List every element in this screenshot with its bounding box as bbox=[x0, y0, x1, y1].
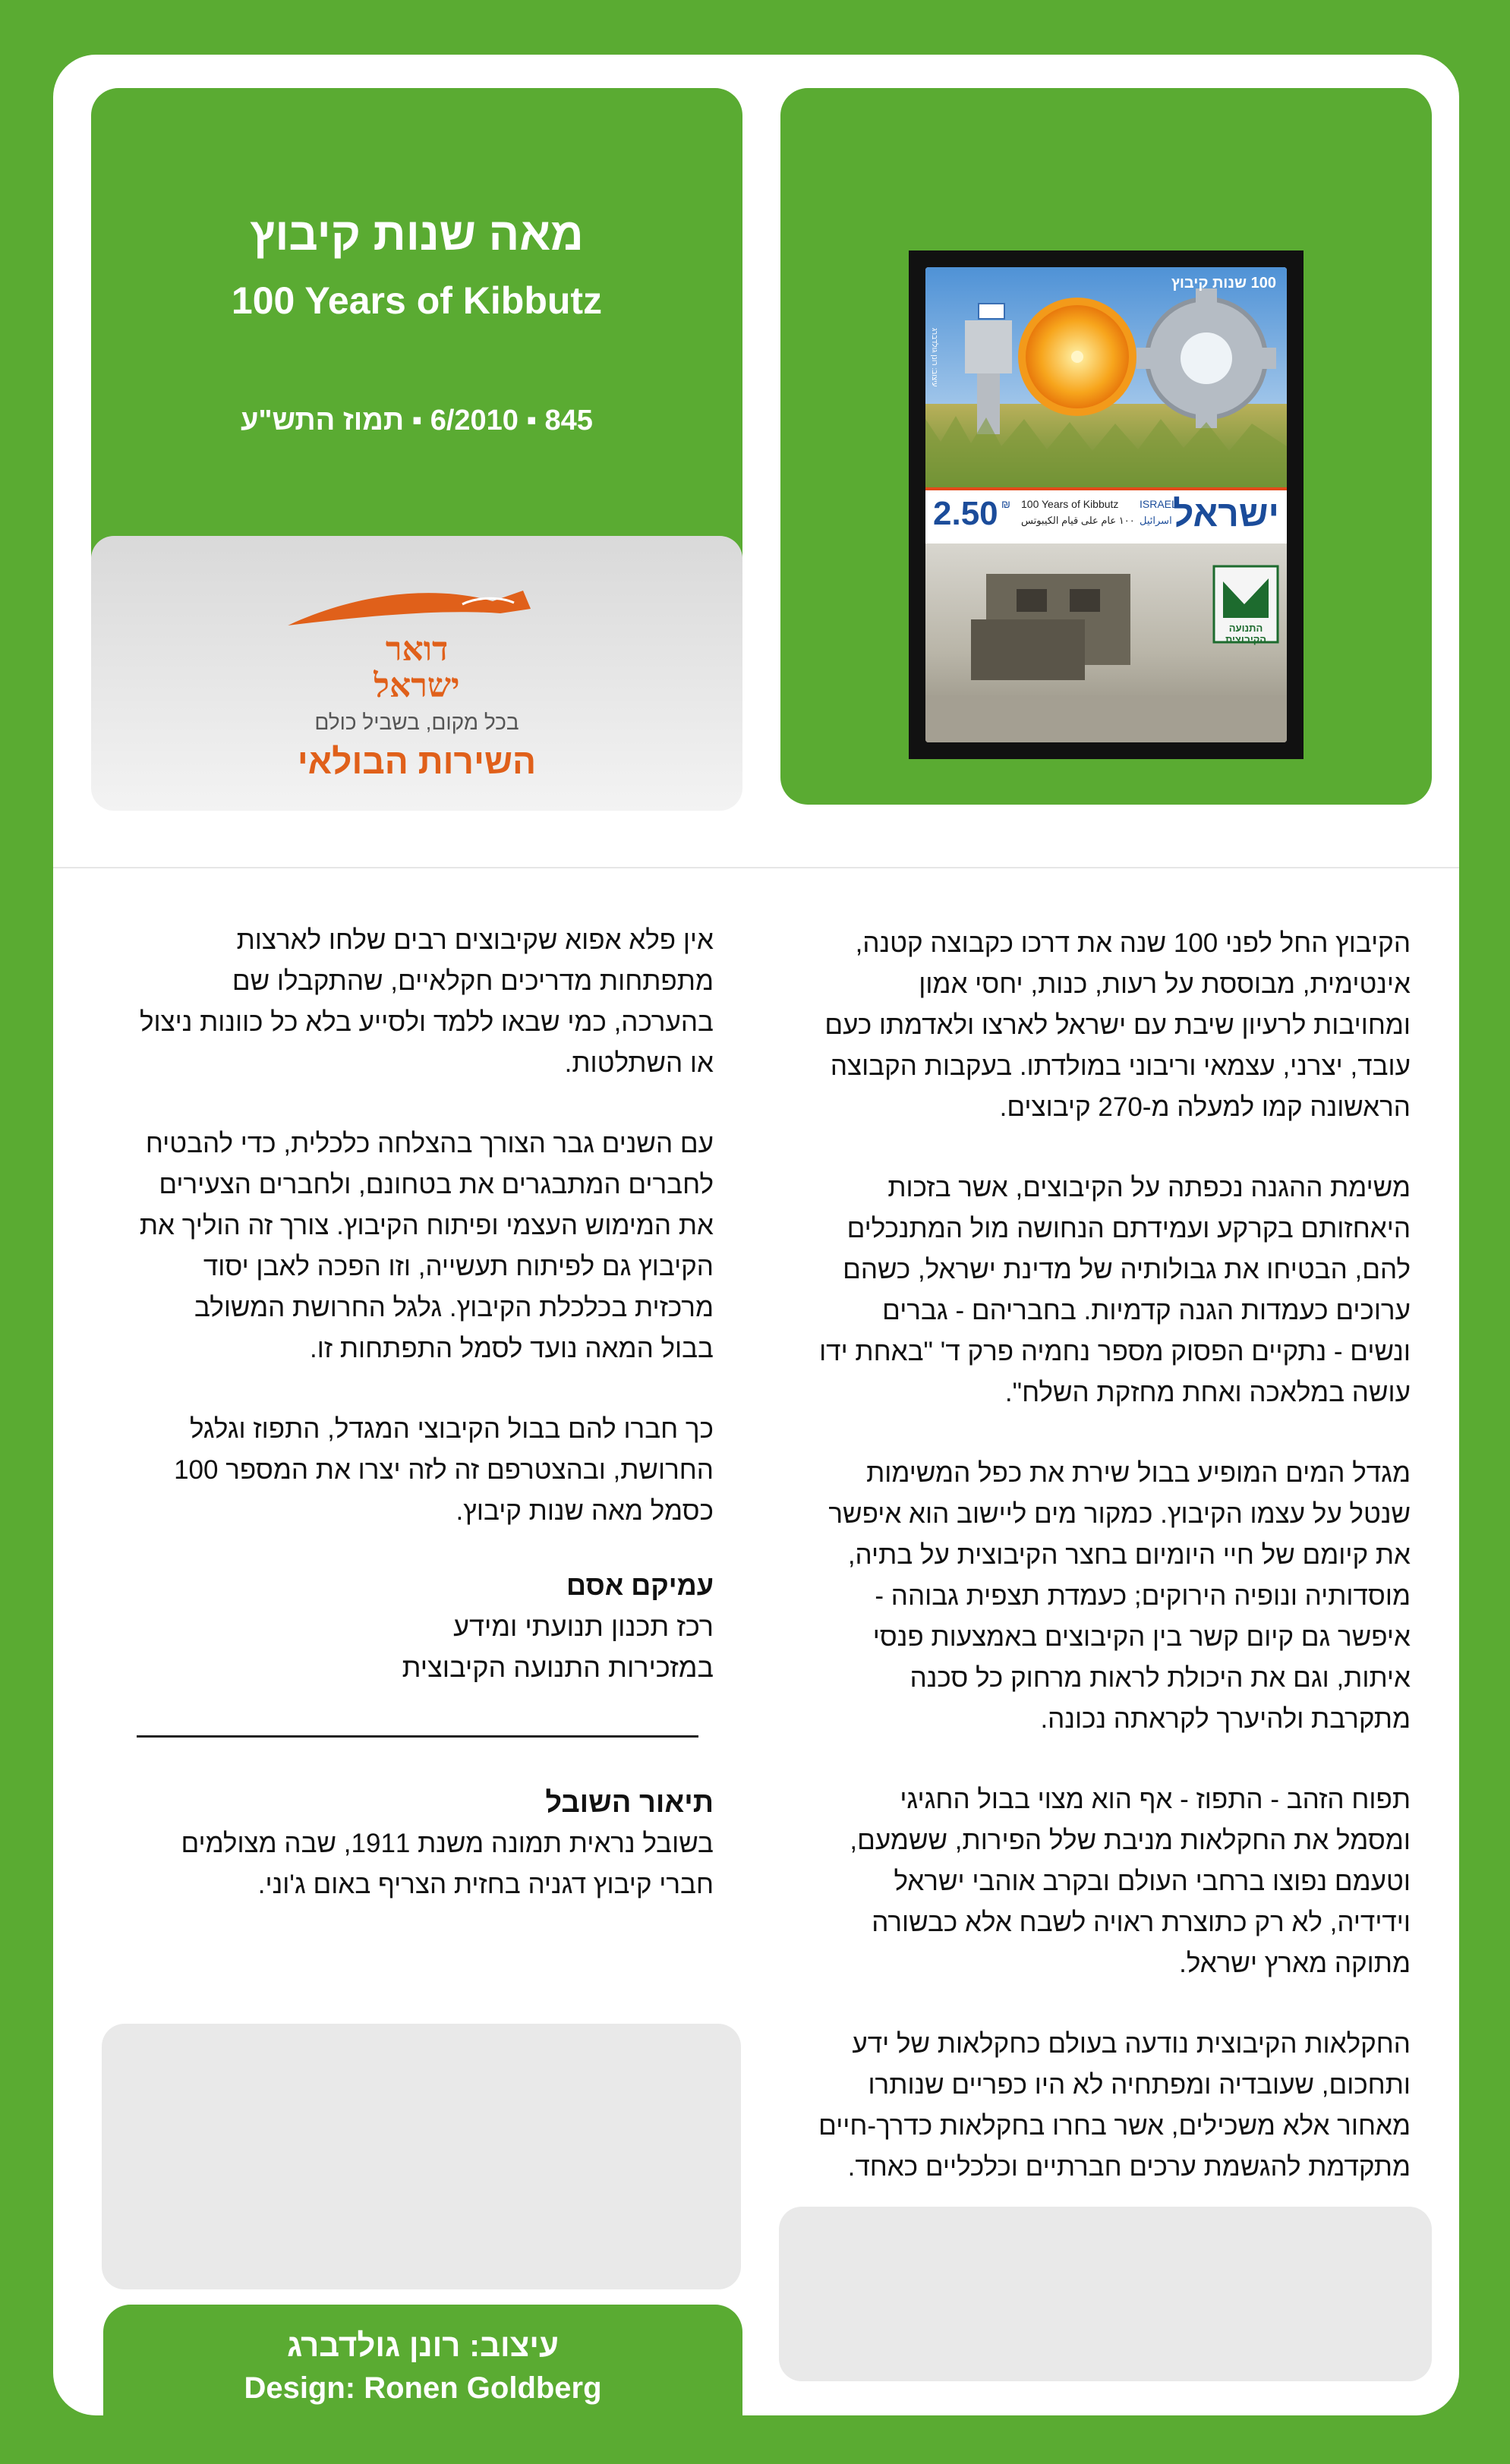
title-hebrew: מאה שנות קיבוץ bbox=[250, 209, 584, 260]
stamp-face bbox=[925, 267, 1287, 742]
post-name-line2: ישראל bbox=[374, 666, 460, 705]
stamp-tab-description bbox=[137, 1782, 714, 1905]
paragraph: מגדל המים המופיע בבול שירת את כפל המשימות שנטל על עצמו הקיבוץ. כמקור מים ליישוב הוא איפשר את קיומם של חיי היומיום בחצר הקיבוצית על בתיה, מוסדותיה ונופיה הירוקים; כעמדת תצפית גבוהה - איפשר גם קיום קשר בין הקיבוצים באמצעות פנסי איתות, וגם את היכולת לראות מרחוק כל סכנה מתקרבת ולהיערך לקראתה נכונה. bbox=[828, 1458, 1411, 1734]
post-slogan: בכל מקום, בשביל כולם bbox=[314, 711, 519, 734]
israel-post-logo bbox=[91, 586, 742, 782]
stamp-country-he: ישראל bbox=[1172, 494, 1279, 534]
author-role-line1: רכז תכנון תנועתי ומידע bbox=[453, 1611, 714, 1642]
stamp-value: 2.50 bbox=[933, 495, 998, 532]
signature-block bbox=[137, 1565, 714, 1688]
stamp-designer-mark: עיצוב: רונן גולדברג bbox=[930, 328, 938, 387]
paragraph: משימת ההגנה נכפתה על הקיבוצים, אשר בזכות היאחזותם בקרקע ועמידתם הנחושה מול המתנכלים להם, הבטיחו את גבולותיה של מדינת ישראל, כשהם ערוכים כעמדות הגנה קדמיות. בחבריהם - גברים ונשים - נתקיים הפסוק מספר נחמיה פרק ד' "באחת ידו עושה במלאכה ואחת מחזקת השלח". bbox=[819, 1173, 1411, 1407]
stamp-country-en: ISRAEL bbox=[1140, 498, 1177, 510]
faded-panel bbox=[102, 2024, 741, 2289]
fold-line bbox=[53, 867, 1459, 868]
author-role-line2: במזכירות התנועה הקיבוצית bbox=[402, 1652, 714, 1683]
design-credit-panel bbox=[103, 2305, 742, 2415]
stamp-top-label: 100 שנות קיבוץ bbox=[1171, 275, 1276, 291]
author-name: עמיקם אסם bbox=[566, 1570, 714, 1601]
design-credit-hebrew: עיצוב: רונן גולדברג bbox=[287, 2327, 559, 2363]
stamp-caption-ar: ١٠٠ عام على قيام الكيبوتس bbox=[1021, 515, 1135, 526]
paragraph: אין פלא אפוא שקיבוצים רבים שלחו לארצות מתפתחות מדריכים חקלאיים, שהתקבלו שם בהערכה, כמי שבאו ללמד ולסייע בלא כל כוונות ניצול או השתלטות. bbox=[139, 925, 714, 1078]
stamp-country-ar: اسرائيل bbox=[1140, 515, 1172, 526]
paragraph: עם השנים גבר הצורך בהצלחה כלכלית, כדי להבטיח לחברים המתבגרים את בטחונם, ולחברים הצעירים את המימוש העצמי ופיתוח הקיבוץ. צורך זה הוליך את הקיבוץ גם לפיתוח תעשייה, וזו הפכה לאבן יסוד מרכזית בכלכלת הקיבוץ. גלגל החרושת המשולב בבול המאה נועד לסמל התפתחות זו. bbox=[139, 1129, 714, 1363]
post-horn-icon bbox=[273, 586, 561, 632]
issue-number-date: 845 ▪ 6/2010 ▪ תמוז התש"ע bbox=[241, 405, 593, 436]
text-column-right bbox=[818, 923, 1411, 2227]
paragraph: החקלאות הקיבוצית נודעה בעולם כחקלאות של ידע ותחכום, שעובדיה ומפתחיה לא היו כפריים שנותרו מאחור אלא משכילים, אשר בחרו בחקלאות כדרך-חיים מתקדמת להגשמת ערכים חברתיים וכלכליים כאחד. bbox=[818, 2029, 1411, 2182]
tab-description-title: תיאור השובל bbox=[545, 1787, 714, 1819]
stamp bbox=[909, 250, 1304, 759]
philatelic-service: השירות הבולאי bbox=[297, 742, 537, 781]
stamp-tab-photo bbox=[925, 544, 1287, 742]
stamp-currency: ₪ bbox=[1001, 498, 1010, 510]
orange-slice-icon bbox=[1018, 298, 1136, 416]
text-column-left bbox=[137, 920, 714, 1905]
post-name-line1: דואר bbox=[385, 630, 449, 669]
stamp-caption-strip bbox=[925, 487, 1287, 544]
title-panel bbox=[91, 88, 742, 581]
stamp-artwork bbox=[925, 267, 1287, 487]
paragraph: הקיבוץ החל לפני 100 שנה את דרכו כקבוצה קטנה, אינטימית, מבוססת על רעות, כנות, יחסי אמון ומחויבות לרעיון שיבת עם ישראל לארצו ולאדמתו כעם עובד, יצרני, עצמאי וריבוני במולדתו. בעקבות הקבוצה הראשונה קמו למעלה מ-270 קיבוצים. bbox=[824, 928, 1411, 1122]
faded-panel bbox=[779, 2207, 1432, 2381]
title-english: 100 Years of Kibbutz bbox=[231, 279, 603, 322]
kibbutz-movement-logo-text: התנועה הקיבוצית bbox=[1225, 622, 1267, 645]
design-credit-english: Design: Ronen Goldberg bbox=[244, 2371, 602, 2405]
paragraph: תפוח הזהב - התפוז - אף הוא מצוי בבול החגיגי ומסמל את החקלאות מניבת שלל הפירות, ששמעם, וטעמם נפוצו ברחבי העולם ובקרב אוהבי ישראל וידידיה, לא רק כתוצרת ראויה לשבח אלא כבשורה מתוקה מארץ ישראל. bbox=[850, 1785, 1411, 1978]
divider bbox=[137, 1735, 698, 1738]
paragraph: כך חברו להם בבול הקיבוצי המגדל, התפוז וגלגל החרושת, ובהצטרפם זה לזה יצרו את המספר 100 כסמל מאה שנות קיבוץ. bbox=[174, 1414, 714, 1526]
bulletin-sheet bbox=[53, 55, 1459, 2415]
tab-description-text: בשובל נראית תמונה משנת 1911, שבה מצולמים חברי קיבוץ דגניה בחזית הצריף באום ג'וני. bbox=[181, 1829, 714, 1899]
stamp-caption-en: 100 Years of Kibbutz bbox=[1021, 498, 1119, 510]
